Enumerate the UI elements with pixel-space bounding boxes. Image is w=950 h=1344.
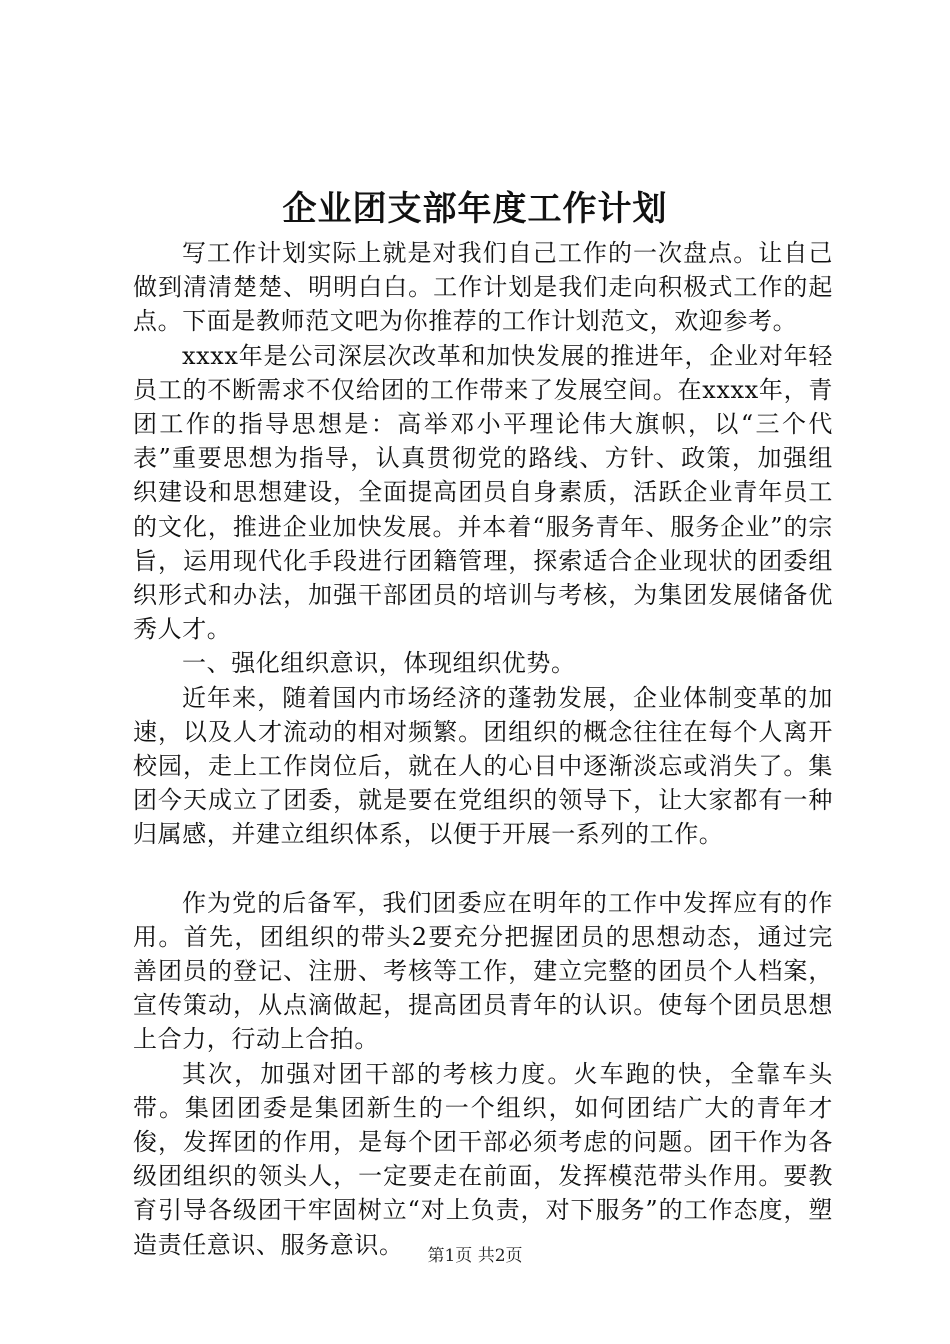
section-heading-one: 一、强化组织意识，体现组织优势。 — [182, 649, 576, 678]
intro-paragraph: 写工作计划实际上就是对我们自己工作的一次盘点。让自己做到清清楚楚、明明白白。工作计划是我们走向积极式工作的起点。下面是教师范文吧为你推荐的工作计划范文，欢迎参考。 — [133, 239, 833, 336]
reserve-army-paragraph: 作为党的后备军，我们团委应在明年的工作中发挥应有的作用。首先，团组织的带头2要充分把握团员的思想动态，通过完善团员的登记、注册、考核等工作，建立完整的团员个人档案，宣传策动，从点滴做起，提高团员青年的认识。使每个团员思想上合力，行动上合拍。 — [133, 888, 833, 1054]
cadre-assessment-paragraph: 其次，加强对团干部的考核力度。火车跑的快，全靠车头带。集团团委是集团新生的一个组织，如何团结广大的青年才俊，发挥团的作用，是每个团干部必须考虑的问题。团干作为各级团组织的领头人，一定要走在前面，发挥模范带头作用。要教育引导各级团干牢固树立“对上负责，对下服务”的工作态度，塑造责任意识、服务意识。 — [133, 1059, 833, 1259]
document-body — [133, 236, 833, 1262]
page-number-footer: 第1页 共2页 — [427, 1246, 523, 1266]
guiding-ideology-paragraph: xxxx年是公司深层次改革和加快发展的推进年，企业对年轻员工的不断需求不仅给团的工作带来了发展空间。在xxxx年，青团工作的指导思想是：高举邓小平理论伟大旗帜，以“三个代表”重要思想为指导，认真贯彻党的路线、方针、政策，加强组织建设和思想建设，全面提高团员自身素质，活跃企业青年员工的文化，推进企业加快发展。并本着“服务青年、服务企业”的宗旨，运用现代化手段进行团籍管理，探索适合企业现状的团委组织形式和办法，加强干部团员的培训与考核，为集团发展储备优秀人才。 — [133, 341, 833, 644]
document-title: 企业团支部年度工作计划 — [282, 189, 668, 229]
paragraph-spacer — [133, 852, 833, 886]
organization-paragraph: 近年来，随着国内市场经济的蓬勃发展，企业体制变革的加速，以及人才流动的相对频繁。团组织的概念往往在每个人离开校园，走上工作岗位后，就在人的心目中逐渐淡忘或消失了。集团今天成立了团委，就是要在党组织的领导下，让大家都有一种归属感，并建立组织体系，以便于开展一系列的工作。 — [133, 683, 833, 849]
